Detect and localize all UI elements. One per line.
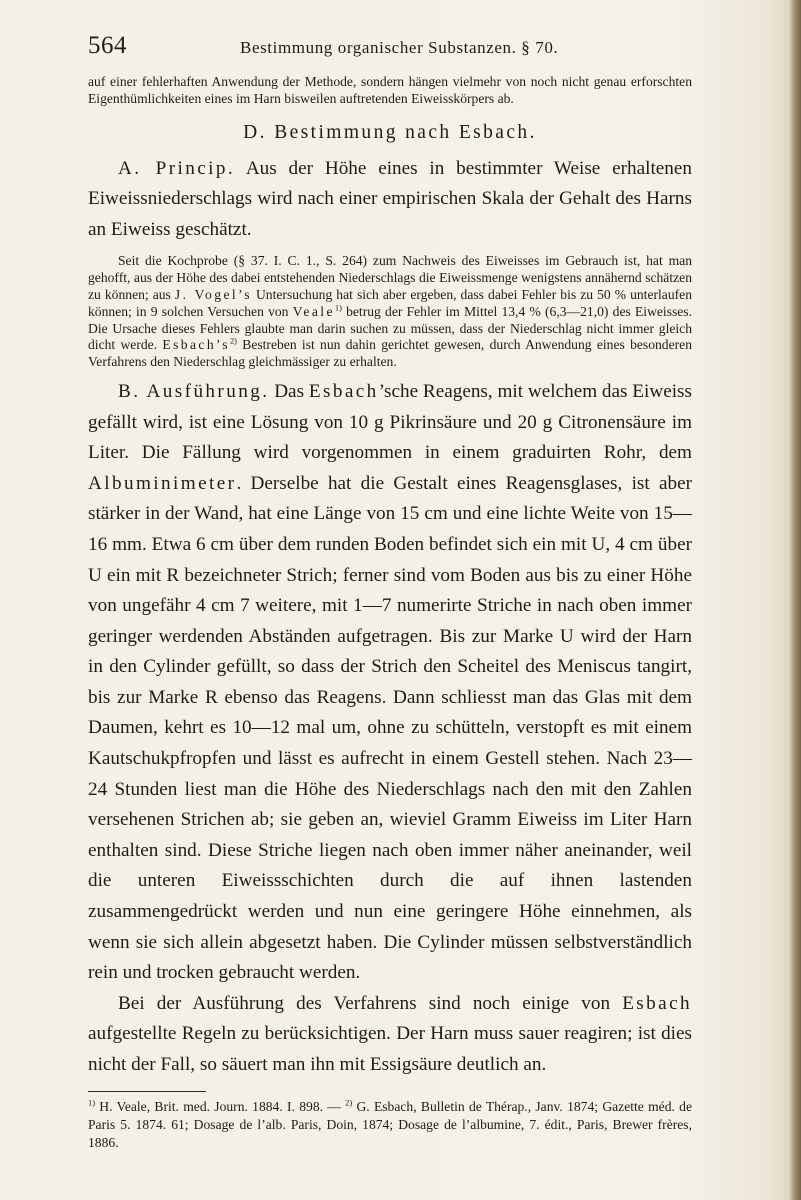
final-text-2: aufgestellte Regeln zu berücksichtigen. Der Harn muss sauer reagiren; ist dies nicht der Fall, so säuert man ihn mit Essigsäure deutlich an. [88, 1023, 692, 1076]
note-text-4: Bestreben ist nun dahin gerichtet gewesen, durch Anwendung eines besonderen Verfahrens den Niederschlag gleichmässiger zu erhalten. [88, 337, 692, 370]
ausfuehrung-text-3: . Derselbe hat die Gestalt eines Reagensglases, ist aber stärker in der Wand, hat eine Länge von 15 cm und eine lichte Weite von 15—16 mm. Etwa 6 cm über dem runden Boden befindet sich ein mit U, 4 cm über U ein mit R bezeichneter Strich; ferner sind vom Boden aus bis zu einer Höhe von ungefähr 4 cm 7 weitere, mit 1—7 numerirte Striche in nach oben immer geringer werdenden Abständen aufgetragen. Bis zur Marke U wird der Harn in den Cylinder gefüllt, so dass der Strich den Scheitel des Meniscus tangirt, bis zur Marke R ebenso das Reagens. Dann schliesst man das Glas mit dem Daumen, kehrt es 10—12 mal um, ohne zu schütteln, verstopft es mit einem Kautschukpfropfen und lässt es aufrecht in einem Gestell stehen. Nach 23—24 Stunden liest man die Höhe des Niederschlags nach den mit den Zahlen versehenen Strichen ab; sie geben an, wieviel Gramm Eiweiss im Liter Harn enthalten sind. Diese Striche liegen nach oben immer näher aneinander, weil die unteren Eiweissschichten durch die auf ihnen lastenden zusammengedrückt werden und nun eine geringere Höhe einnehmen, als wenn sie sich allein abgesetzt haben. Die Cylinder müssen selbstverständlich rein und trocken gebraucht werden. [88, 472, 692, 984]
page-edge-shadow [789, 0, 801, 1200]
footnote-ref-1: 1) [334, 302, 342, 313]
footnote-divider [88, 1091, 206, 1092]
princip-label: A. Princip. [118, 157, 236, 179]
page-header [88, 32, 698, 66]
princip-paragraph [88, 154, 692, 246]
note-paragraph [88, 253, 692, 371]
note-text-3: betrug der Fehler im Mittel 13,4 % (6,3—21,0) des Eiweisses. Die Ursache dieses Fehlers glaubte man darin suchen zu müssen, dass der Niederschlag nicht immer gleich dicht werde. [88, 303, 692, 353]
author-esbach: Esbach’s [162, 337, 230, 353]
page-number: 564 [88, 32, 127, 59]
ausfuehrung-text-1: Das [269, 380, 309, 402]
footnotes [88, 1098, 692, 1152]
section-heading: D. Bestimmung nach Esbach. [243, 121, 537, 143]
ausfuehrung-label: B. Ausführung. [118, 380, 270, 402]
author-veale: Veale [292, 303, 335, 319]
intro-paragraph: auf einer fehlerhaften Anwendung der Methode, sondern hängen vielmehr von noch nicht genau erforschten Eigenthümlichkeiten eines im Harn bisweilen auftretenden Eiweisskörpers ab. [88, 74, 692, 106]
author-esbach: Esbach [622, 992, 692, 1014]
ausfuehrung-text-2: ’sche Reagens, mit welchem das Eiweiss gefällt wird, ist eine Lösung von 10 g Pikrinsäure und 20 g Citronensäure im Liter. Die Fällung wird vorgenommen in einem graduirten Rohr, dem [88, 380, 692, 464]
footnote-2-text: G. Esbach, Bulletin de Thérap., Janv. 1874; Gazette méd. de Paris 5. 1874. 61; Dosage de l’alb. Paris, Doin, 1874; Dosage de l’albumine, 7. édit., Paris, Brewer frères, 1886. [88, 1098, 693, 1150]
ausfuehrung-paragraph [88, 377, 692, 989]
page-body [88, 74, 692, 1152]
running-title: Bestimmung organischer Substanzen. § 70. [240, 38, 559, 57]
note-text-1: Seit die Kochprobe (§ 37. I. C. 1., S. 264) zum Nachweis des Eiweisses im Gebrauch ist, hat man gehofft, aus der Höhe des dabei entstehenden Niederschlags die Eiweissmenge wenigstens annähernd schätzen zu können; aus [88, 253, 692, 302]
term-albuminimeter: Albuminimeter [88, 472, 237, 494]
final-text-1: Bei der Ausführung des Verfahrens sind noch einige von [118, 992, 623, 1014]
author-vogel: J. Vogel’s [174, 286, 252, 302]
princip-text: Aus der Höhe eines in bestimmter Weise erhaltenen Eiweissniederschlags wird nach einer empirischen Skala der Gehalt des Harns an Eiweiss geschätzt. [88, 157, 692, 240]
author-esbach: Esbach [308, 380, 379, 402]
footnote-ref-2: 2) [229, 335, 237, 346]
final-paragraph [88, 989, 692, 1081]
footnote-1-marker: 1) [88, 1097, 96, 1108]
footnote-2-marker: 2) [345, 1097, 353, 1108]
note-text-2: Untersuchung hat sich aber ergeben, dass dabei Fehler bis zu 50 % unterlaufen können; in 9 solchen Versuchen von [88, 286, 692, 319]
footnote-1-text: H. Veale, Brit. med. Journ. 1884. I. 898. — [95, 1098, 346, 1114]
